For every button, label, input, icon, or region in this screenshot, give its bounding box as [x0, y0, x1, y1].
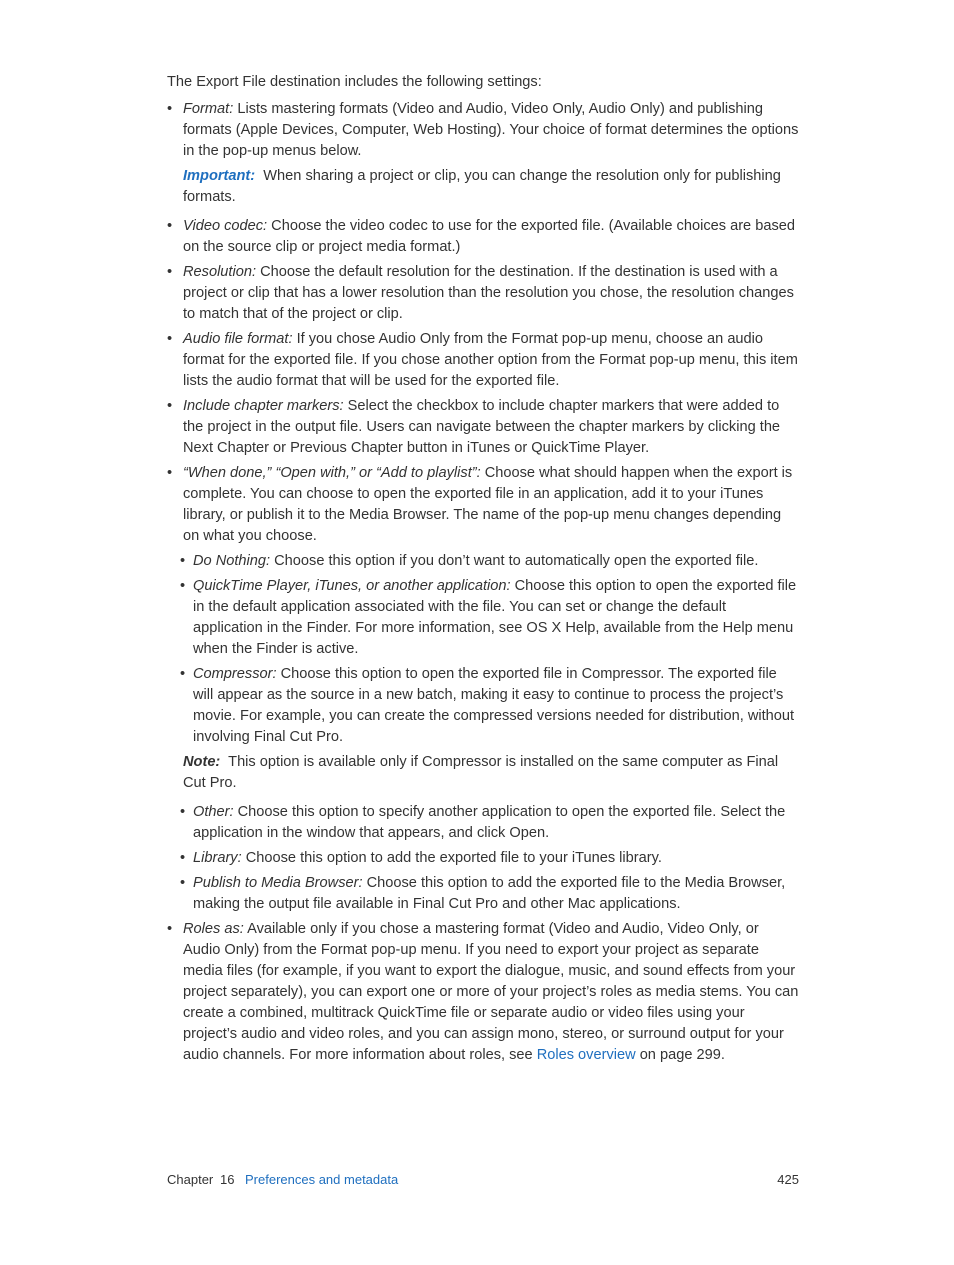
item-term: Include chapter markers:: [183, 398, 344, 414]
bullet: •: [180, 804, 186, 820]
list-item-resolution: [167, 262, 799, 325]
important-callout: [167, 166, 799, 208]
note-label: Note:: [183, 754, 221, 770]
list-item-when-done: [167, 463, 799, 547]
item-text: Choose this option to add the exported file to your iTunes library.: [241, 850, 662, 866]
item-term: Other:: [193, 804, 234, 820]
item-term: Video codec:: [183, 218, 268, 234]
list-item-chapter-markers: [167, 396, 799, 459]
item-text: If you chose Audio Only from the Format pop-up menu, choose an audio format for the exported file. If you chose another option from the Format pop-up menu, this item lists the audio format that will be used for the exported file.: [183, 331, 798, 389]
item-term: Roles as:: [183, 921, 244, 937]
item-term: Publish to Media Browser:: [193, 875, 363, 891]
bullet: •: [167, 101, 173, 117]
list-item-format: [167, 99, 799, 162]
item-term: Resolution:: [183, 264, 257, 280]
important-text: When sharing a project or clip, you can change the resolution only for publishing formats.: [183, 168, 781, 205]
sub-item-publish-media-browser: [180, 873, 799, 915]
list-item-video-codec: [167, 216, 799, 258]
item-text: Choose this option if you don’t want to automatically open the exported file.: [270, 553, 759, 569]
item-text-after: on page 299.: [635, 1047, 725, 1063]
item-term: Do Nothing:: [193, 553, 271, 569]
item-text: Choose this option to add the exported file to the Media Browser, making the output file available in Final Cut Pro and other Mac applications.: [193, 875, 786, 912]
chapter-title-link[interactable]: Preferences and metadata: [245, 1172, 399, 1187]
bullet: •: [180, 553, 186, 569]
item-text: Lists mastering formats (Video and Audio, Video Only, Audio Only) and publishing formats (Apple Devices, Computer, Web Hosting). Your choice of format determines the options in the pop-up menus below.: [183, 101, 799, 159]
intro-text: The Export File destination includes the following settings:: [167, 74, 542, 90]
item-term: “When done,” “Open with,” or “Add to playlist”:: [183, 465, 481, 481]
item-text: Choose the video codec to use for the exported file. (Available choices are based on the source clip or project media format.): [183, 218, 795, 255]
chapter-label: Chapter: [167, 1172, 214, 1187]
item-text: Choose what should happen when the export is complete. You can choose to open the exported file in an application, add it to your iTunes library, or publish it to the Media Browser. The name of the pop-up menu changes depending on what you choose.: [183, 465, 793, 544]
note-text: This option is available only if Compressor is installed on the same computer as Final Cut Pro.: [183, 754, 779, 791]
item-text: Select the checkbox to include chapter markers that were added to the project in the output file. Users can navigate between the chapter markers by clicking the Next Chapter or Previous Chapter button in iTunes or QuickTime Player.: [183, 398, 781, 456]
important-label: Important:: [183, 168, 256, 184]
item-text: Choose this option to open the exported file in Compressor. The exported file will appear as the source in a new batch, making it easy to continue to process the project’s movie. For example, you can create the compressed versions needed for distribution, without involving Final Cut Pro.: [193, 666, 795, 745]
bullet: •: [167, 264, 173, 280]
item-term: Compressor:: [193, 666, 277, 682]
item-term: Format:: [183, 101, 234, 117]
page-footer: [167, 1172, 799, 1192]
item-term: Library:: [193, 850, 242, 866]
list-item-roles-as: [167, 919, 799, 1066]
item-text: Choose the default resolution for the destination. If the destination is used with a project or clip that has a lower resolution than the resolution you chose, the resolution changes to match that of the project or clip.: [183, 264, 794, 322]
item-text: Choose this option to open the exported file in the default application associated with the file. You can set or change the default application in the Finder. For more information, see OS X Help, available from the Help menu when the Finder is active.: [193, 578, 797, 657]
bullet: •: [167, 331, 173, 347]
note-callout: [167, 752, 799, 794]
item-text: Available only if you chose a mastering format (Video and Audio, Video Only, or Audio Only) from the Format pop-up menu. If you need to export your project as separate media files (for example, if you want to export the dialogue, music, and sound effects from your project separately), you can export one or more of your project’s roles as media stems. You can create a combined, multitrack QuickTime file or separate audio or video files using your project’s audio and video roles, and you can assign mono, stereo, or surround output for your audio channels. For more information about roles, see: [183, 921, 799, 1063]
bullet: •: [167, 465, 173, 481]
chapter-number: 16: [220, 1172, 235, 1187]
page-number: 425: [777, 1172, 799, 1187]
sub-list-a: [167, 551, 799, 748]
sub-item-other: [180, 802, 799, 844]
roles-overview-link[interactable]: Roles overview: [536, 1047, 636, 1063]
item-text: Choose this option to specify another application to open the exported file. Select the application in the window that appears, and click Open.: [193, 804, 786, 841]
document-body: [167, 72, 799, 1070]
sub-item-library: [180, 848, 799, 869]
bullet: •: [167, 398, 173, 414]
sub-item-quicktime-itunes: [180, 576, 799, 660]
bullet: •: [167, 921, 173, 937]
bullet: •: [167, 218, 173, 234]
bullet: •: [180, 666, 186, 682]
item-term: Audio file format:: [183, 331, 293, 347]
list-item-audio-file-format: [167, 329, 799, 392]
bullet: •: [180, 578, 186, 594]
bullet: •: [180, 875, 186, 891]
sub-item-do-nothing: [180, 551, 799, 572]
bullet: •: [180, 850, 186, 866]
sub-list-b: [167, 802, 799, 915]
sub-item-compressor: [180, 664, 799, 748]
item-term: QuickTime Player, iTunes, or another application:: [193, 578, 511, 594]
